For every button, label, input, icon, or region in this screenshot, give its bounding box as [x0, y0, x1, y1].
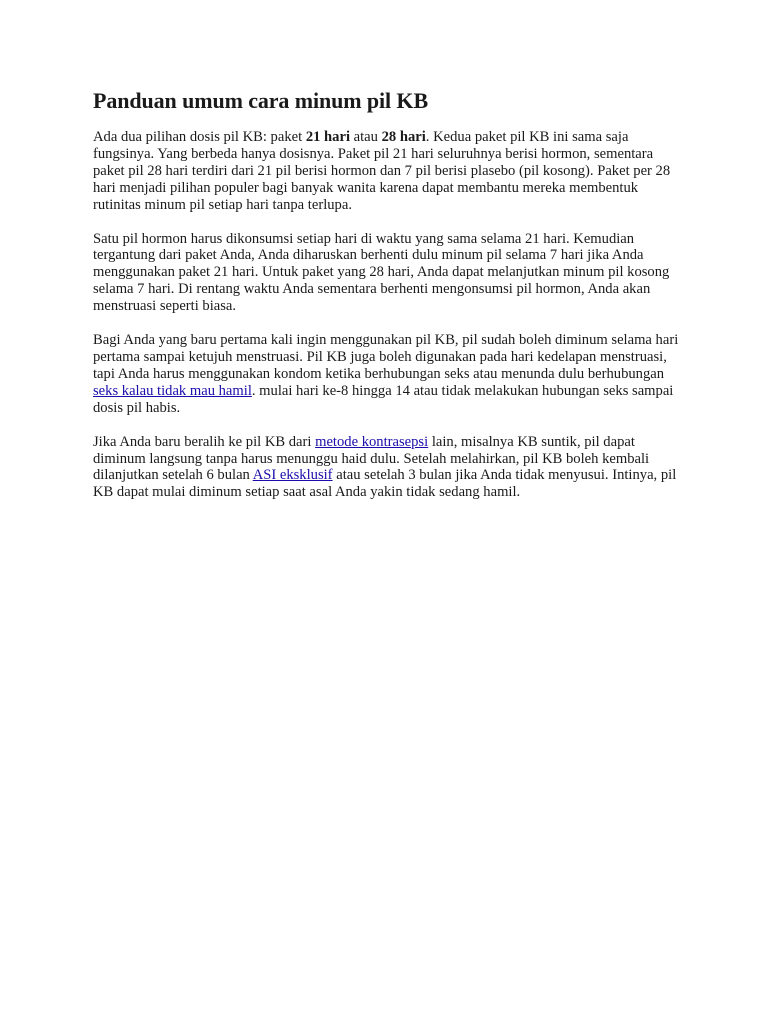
link-asi-eksklusif[interactable]: ASI eksklusif — [252, 467, 333, 484]
paragraph-text: . mulai hari ke-8 hingga 14 atau tidak melakukan hubungan seks sampai dosis pil habis. — [93, 382, 674, 416]
paragraph-dosage-options — [93, 129, 683, 214]
paragraph-daily-schedule — [93, 231, 683, 316]
paragraph-text: . Kedua paket pil KB ini sama saja fungsinya. Yang berbeda hanya dosisnya. Paket pil 21 hari seluruhnya berisi hormon, sementara paket pil 28 hari terdiri dari 21 pil berisi hormon dan 7 pil berisi plasebo (pil kosong). Paket per 28 hari menjadi pilihan populer bagi banyak wanita karena dapat membantu mereka membentuk rutinitas minum pil setiap hari tanpa terlupa. — [93, 129, 671, 213]
link-seks-kalau-tidak-mau-hamil[interactable]: seks kalau tidak mau hamil — [93, 382, 252, 399]
paragraph-text: atau setelah 3 bulan jika Anda tidak menyusui. Intinya, pil KB dapat mulai diminum setiap saat asal Anda yakin tidak sedang hamil. — [93, 467, 677, 501]
paragraph-text: lain, misalnya KB suntik, pil dapat diminum langsung tanpa harus menunggu haid dulu. Setelah melahirkan, pil KB boleh kembali dilanjutkan setelah 6 bulan — [93, 433, 650, 484]
paragraph-text: atau — [350, 129, 382, 145]
paragraph-first-time-use — [93, 332, 683, 417]
document-page — [93, 87, 683, 518]
link-metode-kontrasepsi[interactable]: metode kontrasepsi — [315, 433, 429, 450]
paragraph-text: Jika Anda baru beralih ke pil KB dari — [93, 433, 316, 450]
bold-21-days: 21 hari — [305, 129, 350, 145]
paragraph-text: Satu pil hormon harus dikonsumsi setiap hari di waktu yang sama selama 21 hari. Kemudian tergantung dari paket Anda, Anda diharuskan berhenti dulu minum pil selama 7 hari jika Anda menggunakan paket 21 hari. Untuk paket yang 28 hari, Anda dapat melanjutkan minum pil kosong selama 7 hari. Di rentang waktu Anda sementara berhenti mengonsumsi pil hormon, Anda akan menstruasi seperti biasa. — [93, 230, 670, 315]
page-title: Panduan umum cara minum pil KB — [93, 88, 429, 113]
paragraph-text: Ada dua pilihan dosis pil KB: paket — [93, 129, 306, 145]
paragraph-text: Bagi Anda yang baru pertama kali ingin menggunakan pil KB, pil sudah boleh diminum selama hari pertama sampai ketujuh menstruasi. Pil KB juga boleh digunakan pada hari kedelapan menstruasi, tapi Anda harus menggunakan kondom ketika berhubungan seks atau menunda dulu berhubungan — [93, 332, 679, 382]
paragraph-switching-method — [93, 434, 683, 502]
bold-28-days: 28 hari — [381, 129, 426, 145]
